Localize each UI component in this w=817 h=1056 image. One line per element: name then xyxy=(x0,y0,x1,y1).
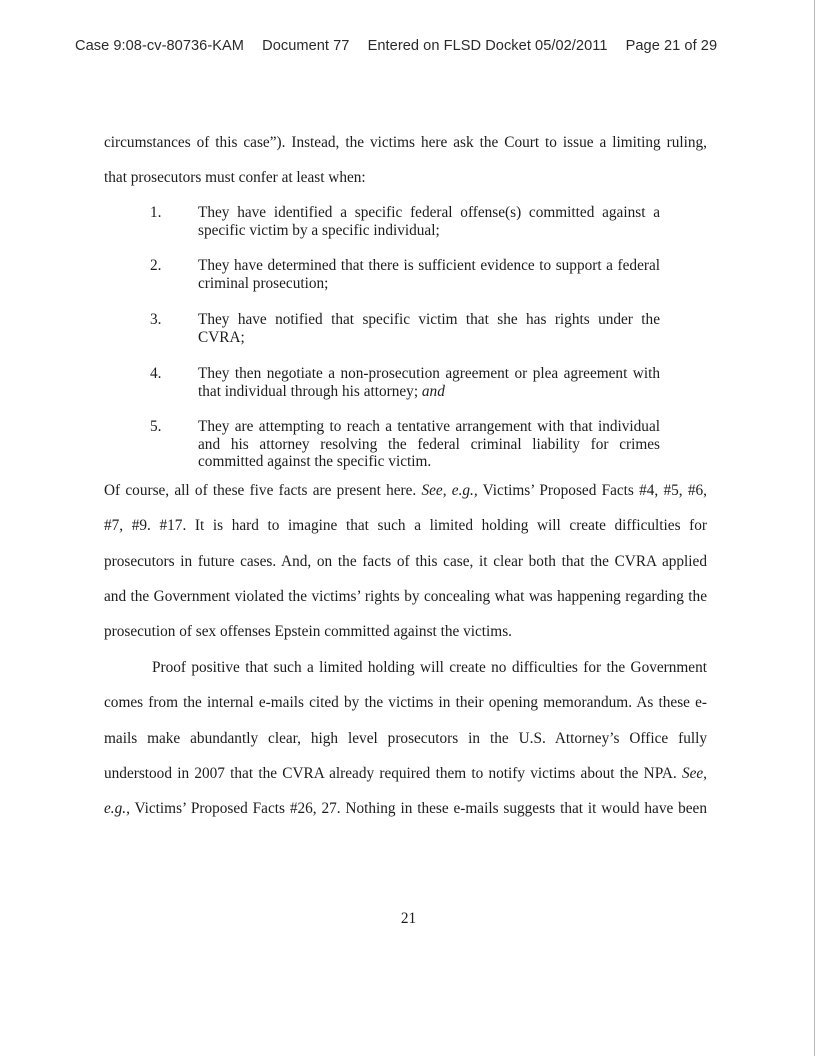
header-document-number: Document 77 xyxy=(262,38,350,54)
paragraph-line: prosecution of sex offenses Epstein committed against the victims. xyxy=(104,623,512,641)
body-paragraph-2 xyxy=(104,650,707,826)
condition-text xyxy=(198,311,660,346)
condition-line xyxy=(198,383,660,401)
condition-number: 3. xyxy=(150,311,162,328)
citation-signal: e.g., xyxy=(104,800,130,818)
condition-line: They are attempting to reach a tentative arrangement with that individual xyxy=(198,418,660,435)
condition-emphasis: and xyxy=(421,382,445,400)
paragraph-line xyxy=(104,473,707,508)
paragraph-line xyxy=(104,791,707,826)
header-case-number: Case 9:08-cv-80736-KAM xyxy=(75,38,245,54)
condition-line-part: that individual through his attorney; xyxy=(198,382,422,400)
paragraph-line: and the Government violated the victims’ rights by concealing what was happening regarding the xyxy=(104,587,707,605)
condition-text xyxy=(198,204,660,239)
intro-line: that prosecutors must confer at least when: xyxy=(104,169,366,187)
condition-number: 5. xyxy=(150,418,162,435)
condition-line: specific victim by a specific individual; xyxy=(198,221,440,239)
condition-text xyxy=(198,257,660,292)
condition-line: They have identified a specific federal offense(s) committed against a xyxy=(198,204,660,221)
condition-line: criminal prosecution; xyxy=(198,274,329,292)
condition-number: 4. xyxy=(150,365,162,382)
intro-paragraph xyxy=(104,125,707,196)
intro-line: circumstances of this case”). Instead, the victims here ask the Court to issue a limiting ruling, xyxy=(104,134,707,151)
paragraph-line: comes from the internal e-mails cited by the victims in their opening memorandum. As these e- xyxy=(104,694,707,712)
condition-line: and his attorney resolving the federal criminal liability for crimes xyxy=(198,435,660,453)
header-entered-date: Entered on FLSD Docket 05/02/2011 xyxy=(367,38,608,54)
paragraph-line: Proof positive that such a limited holding will create no difficulties for the Government xyxy=(152,659,707,676)
condition-line: They have notified that specific victim that she has rights under the xyxy=(198,311,660,328)
page-number: 21 xyxy=(400,910,417,927)
docket-header xyxy=(75,38,755,54)
citation-signal: See, xyxy=(681,764,707,782)
condition-text xyxy=(198,365,660,400)
paragraph-text: understood in 2007 that the CVRA already required them to notify victims about the NPA. xyxy=(104,764,682,782)
condition-line: committed against the specific victim. xyxy=(198,453,432,471)
condition-line: CVRA; xyxy=(198,328,245,346)
page-edge-line xyxy=(814,0,815,1056)
condition-line: They then negotiate a non-prosecution agreement or plea agreement with xyxy=(198,365,660,382)
paragraph-text: Victims’ Proposed Facts #4, #5, #6, xyxy=(477,482,707,499)
paragraph-text: Of course, all of these five facts are present here. xyxy=(104,482,422,499)
paragraph-line xyxy=(104,756,707,791)
paragraph-text: Victims’ Proposed Facts #26, 27. Nothing in these e-mails suggests that it would have been xyxy=(129,800,707,818)
paragraph-line: #7, #9. #17. It is hard to imagine that such a limited holding will create difficulties for xyxy=(104,517,707,535)
condition-number: 1. xyxy=(150,204,162,221)
citation-signal: See, e.g., xyxy=(421,482,478,499)
condition-number: 2. xyxy=(150,257,162,274)
paragraph-line: mails make abundantly clear, high level prosecutors in the U.S. Attorney’s Office fully xyxy=(104,729,707,747)
header-page-count: Page 21 of 29 xyxy=(625,38,718,54)
body-paragraph-1 xyxy=(104,473,707,649)
paragraph-line: prosecutors in future cases. And, on the facts of this case, it clear both that the CVRA applied xyxy=(104,552,707,570)
condition-line: They have determined that there is sufficient evidence to support a federal xyxy=(198,257,660,274)
condition-text xyxy=(198,418,660,471)
